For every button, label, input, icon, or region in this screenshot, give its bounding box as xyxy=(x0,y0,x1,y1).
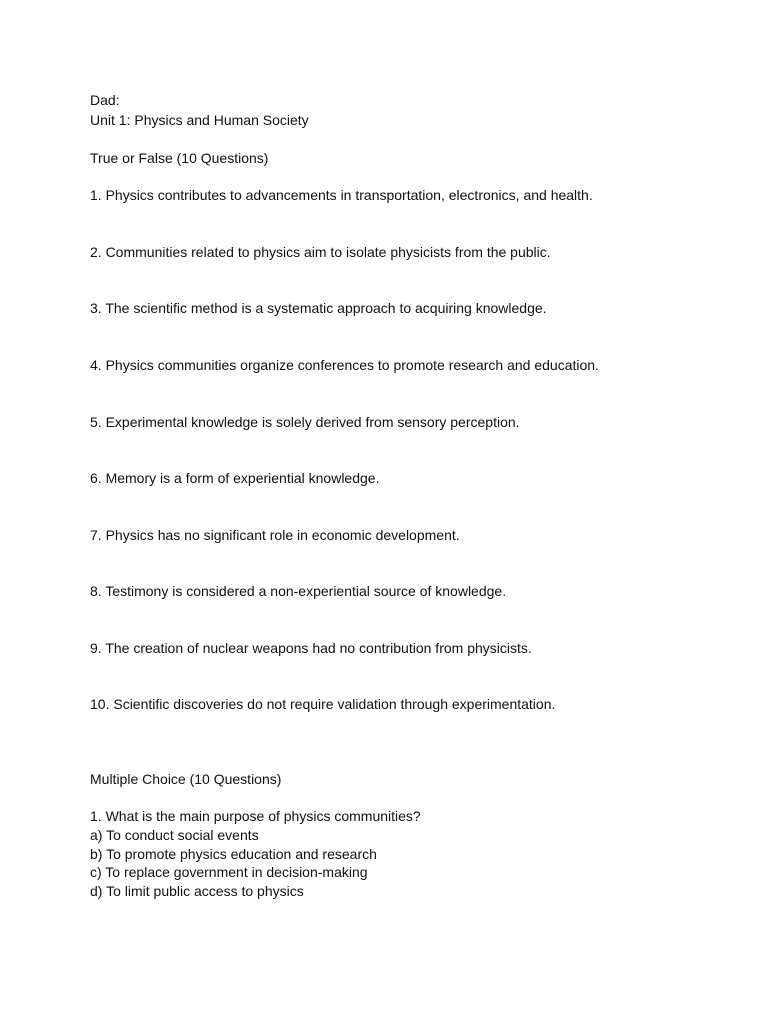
tf-question-4: 4. Physics communities organize conferences to promote research and education. xyxy=(90,357,599,373)
tf-question-2: 2. Communities related to physics aim to isolate physicists from the public. xyxy=(90,244,551,260)
tf-question-9: 9. The creation of nuclear weapons had no contribution from physicists. xyxy=(90,640,532,656)
tf-question-5: 5. Experimental knowledge is solely derived from sensory perception. xyxy=(90,414,520,430)
unit-title: Unit 1: Physics and Human Society xyxy=(90,112,309,128)
mc-option-a: a) To conduct social events xyxy=(90,827,259,843)
mc-option-b: b) To promote physics education and research xyxy=(90,846,377,862)
tf-question-10: 10. Scientific discoveries do not require validation through experimentation. xyxy=(90,696,556,712)
tf-question-8: 8. Testimony is considered a non-experiential source of knowledge. xyxy=(90,583,507,599)
tf-question-3: 3. The scientific method is a systematic approach to acquiring knowledge. xyxy=(90,300,547,316)
mc-option-d: d) To limit public access to physics xyxy=(90,883,304,899)
tf-question-7: 7. Physics has no significant role in economic development. xyxy=(90,527,460,543)
mc-question-1: 1. What is the main purpose of physics communities? xyxy=(90,808,421,824)
author-line: Dad: xyxy=(90,92,120,108)
multiple-choice-heading: Multiple Choice (10 Questions) xyxy=(90,771,282,787)
tf-question-1: 1. Physics contributes to advancements in transportation, electronics, and health. xyxy=(90,187,593,203)
true-false-heading: True or False (10 Questions) xyxy=(90,150,269,166)
tf-question-6: 6. Memory is a form of experiential knowledge. xyxy=(90,470,380,486)
mc-option-c: c) To replace government in decision-making xyxy=(90,864,368,880)
